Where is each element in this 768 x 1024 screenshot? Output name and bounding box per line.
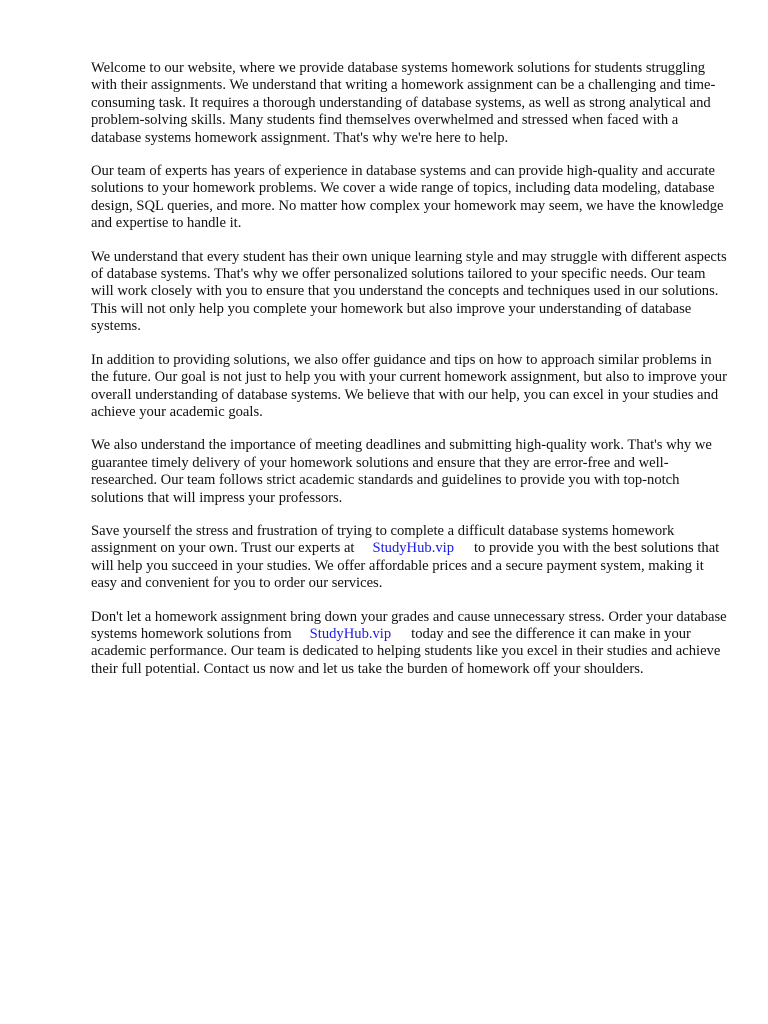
paragraph-deadlines: We also understand the importance of meeting deadlines and submitting high-quality work. That's why we guarantee timely delivery of your homework solutions and ensure that they are error-free and well-researched. Our team follows strict academic standards and guidelines to provide you with top-notch solutions that will impress your professors. — [91, 437, 712, 506]
paragraph-guidance: In addition to providing solutions, we also offer guidance and tips on how to approach similar problems in the future. Our goal is not just to help you with your current homework assignment, but also to improve your overall understanding of database systems. We believe that with our help, you can excel in your studies and achieve your academic goals. — [91, 351, 727, 420]
paragraph-save-yourself-text-before: Save yourself the stress and frustration of trying to complete a difficult database systems homework assignment on your own. Trust our experts at — [91, 522, 675, 557]
paragraph-experts: Our team of experts has years of experience in database systems and can provide high-quality and accurate solutions to your homework problems. We cover a wide range of topics, including data modeling, database design, SQL queries, and more. No matter how complex your homework may seem, we have the knowledge and expertise to handle it. — [91, 163, 724, 232]
paragraph-save-yourself-text-after: to provide you with the best solutions that will help you succeed in your studies. We offer affordable prices and a secure payment system, making it easy and convenient for you to order our services. — [91, 540, 720, 592]
paragraph-dont-let-text-before: Don't let a homework assignment bring down your grades and cause unnecessary stress. Order your database systems homework solutions from — [91, 608, 727, 642]
paragraph-save-yourself — [91, 523, 731, 593]
paragraph-dont-let-text-after: today and see the difference it can make in your academic performance. Our team is dedicated to helping students like you excel in their studies and achieve their full potential. Contact us now and let us take the burden of homework off your shoulders. — [91, 625, 721, 677]
paragraph-welcome: Welcome to our website, where we provide database systems homework solutions for students struggling with their assignments. We understand that writing a homework assignment can be a challenging and time-consuming task. It requires a thorough understanding of database systems, as well as strong analytical and problem-solving skills. Many students find themselves overwhelmed and stressed when faced with a database systems homework assignment. That's why we're here to help. — [91, 60, 716, 146]
studyhub-link[interactable]: StudyHub.vip — [309, 625, 392, 642]
document-page — [91, 60, 731, 694]
studyhub-link[interactable]: StudyHub.vip — [372, 540, 454, 557]
paragraph-personalized: We understand that every student has their own unique learning style and may struggle with different aspects of database systems. That's why we offer personalized solutions tailored to your specific needs. Our team will work closely with you to ensure that you understand the concepts and techniques used in our solutions. This will not only help you complete your homework but also improve your understanding of database systems. — [91, 248, 727, 335]
paragraph-dont-let — [91, 609, 731, 679]
